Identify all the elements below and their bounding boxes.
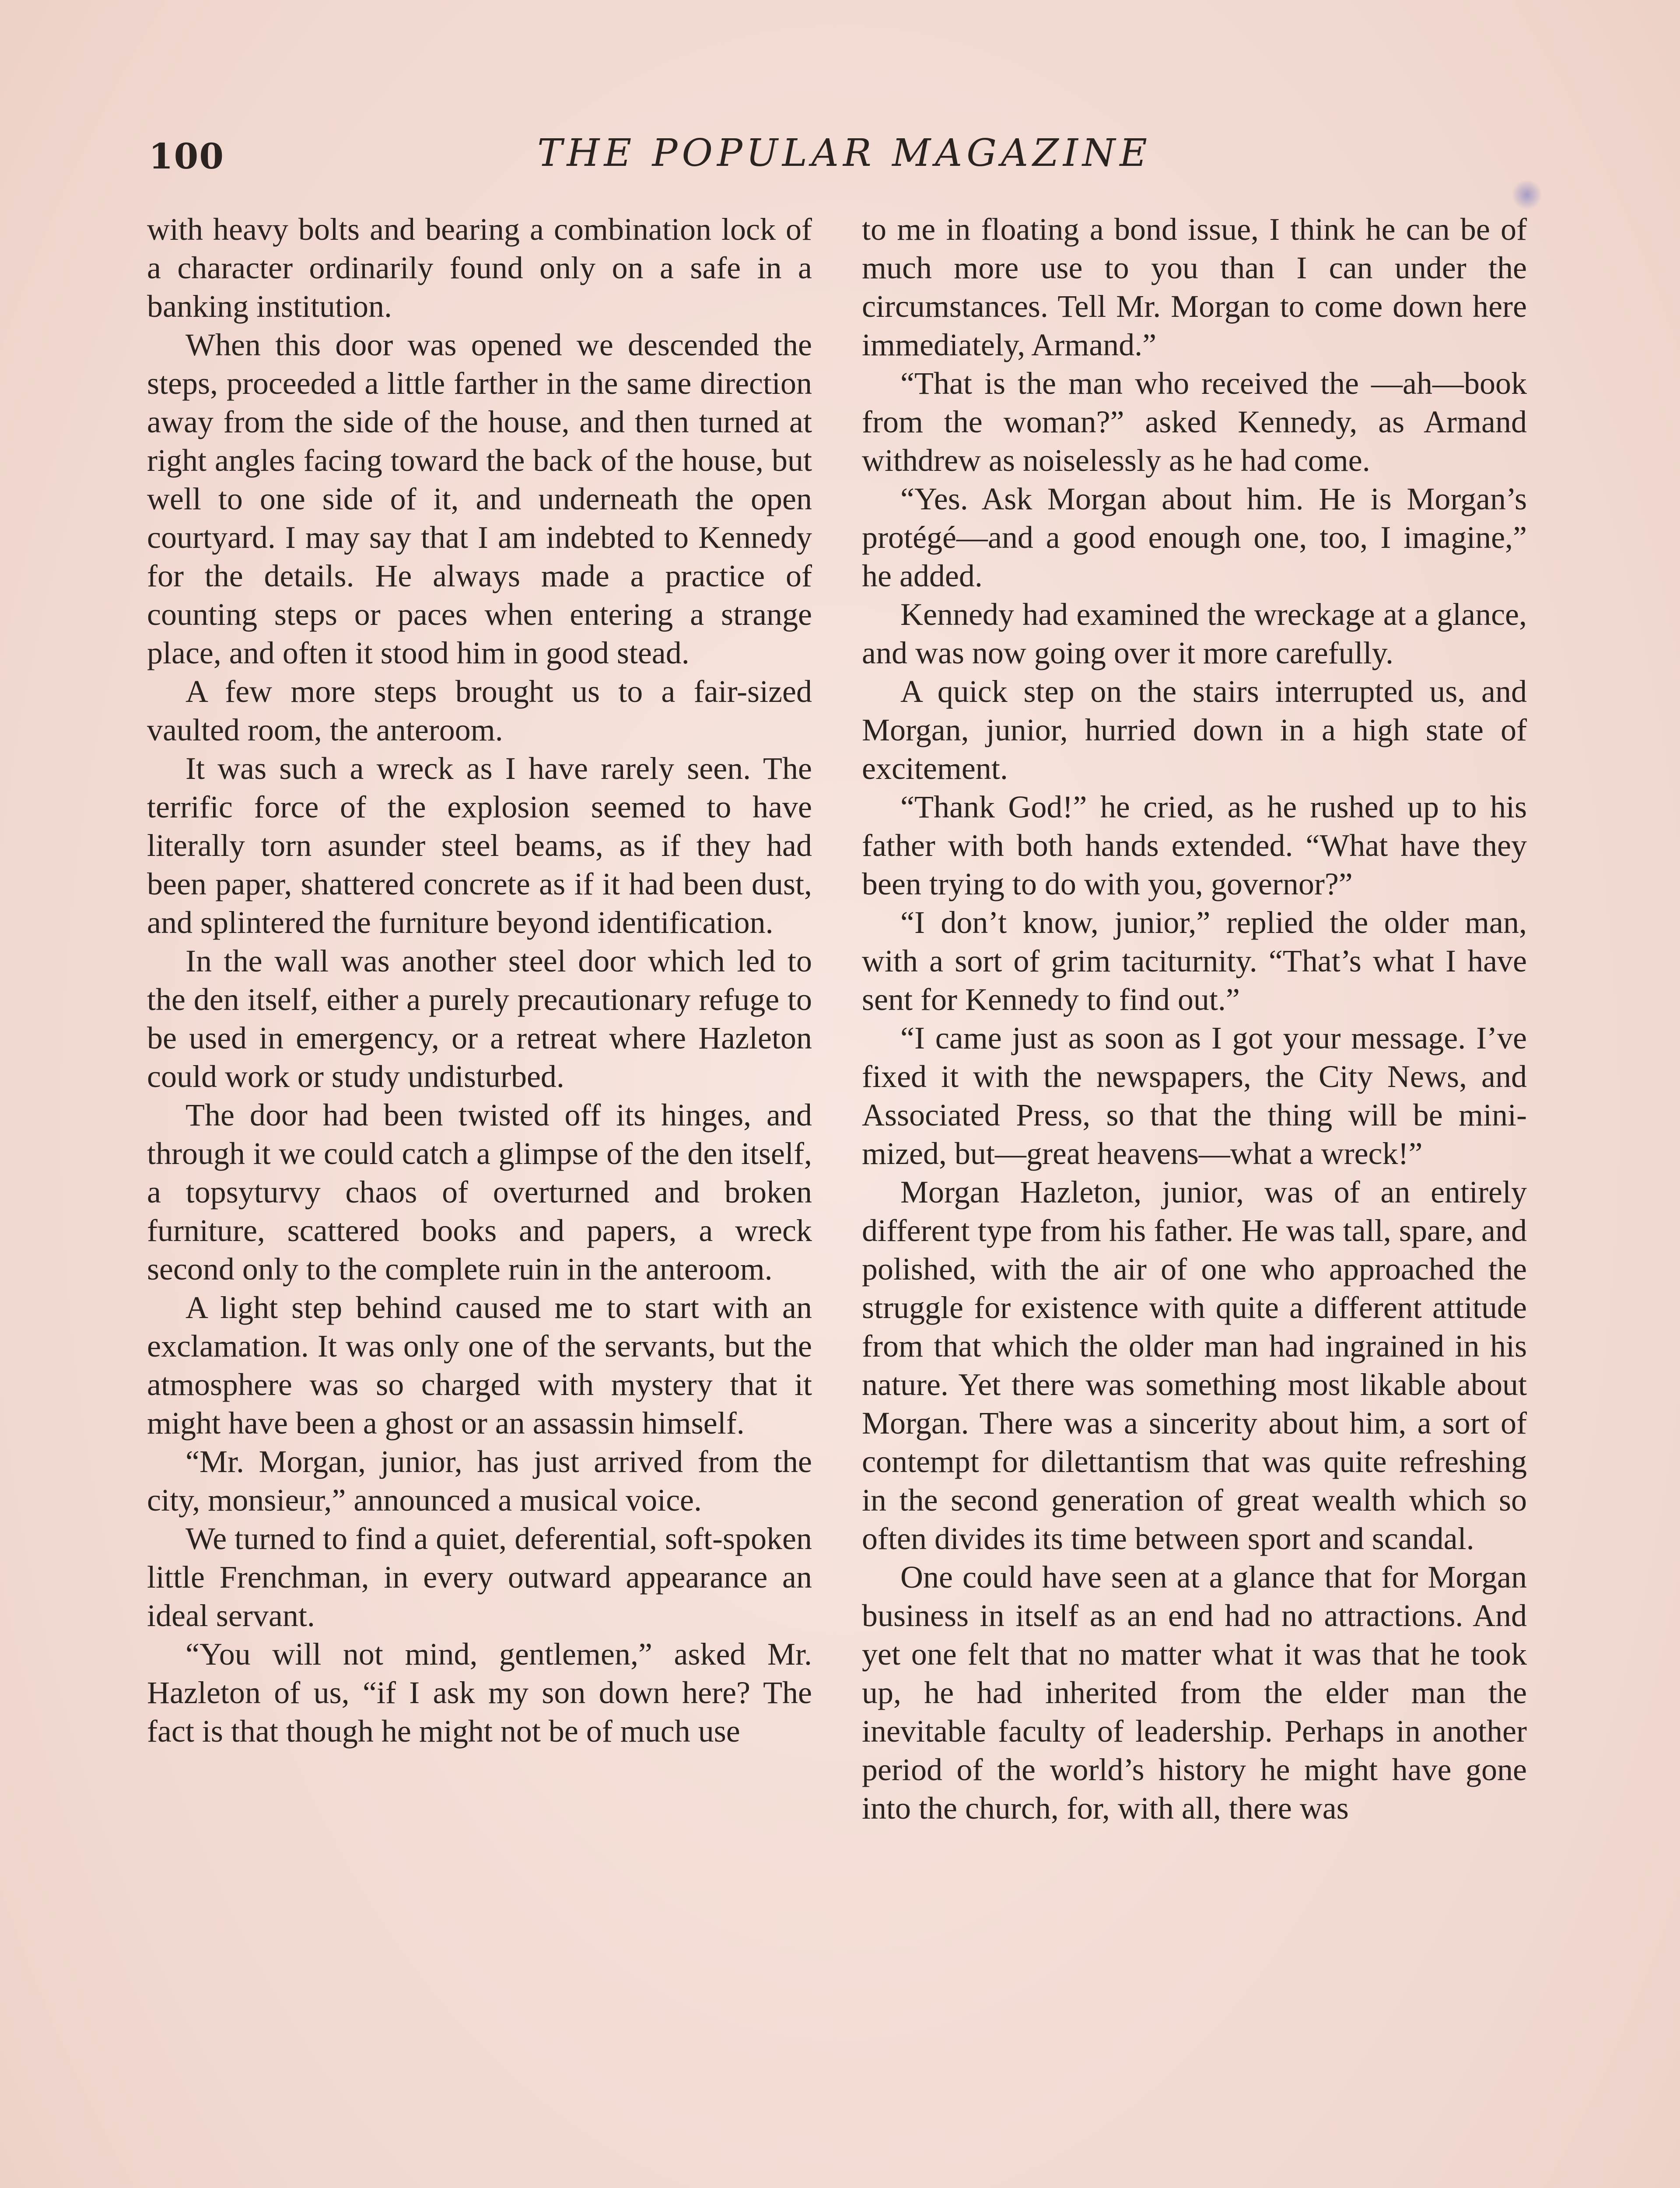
paragraph: The door had been twisted off its hinges, and through it we could catch a glimpse of the den itself, a topsyturvy chaos of overturned and broken furniture, scattered books and papers, a wreck second only to the complete ruin in the anteroom. [147, 1098, 812, 1287]
page-header [149, 131, 1540, 179]
paragraph: A few more steps brought us to a fair-sized vaulted room, the anteroom. [147, 674, 812, 747]
page-number: 100 [149, 136, 224, 177]
paragraph: to me in floating a bond issue, I think he can be of much more use to you than I can under the circumstances. Tell Mr. Morgan to come down here immediately, Armand.” [862, 212, 1527, 362]
ink-spot [1512, 179, 1542, 210]
paragraph: “That is the man who received the —ah—book from the woman?” asked Kennedy, as Armand withdrew as noiselessly as he had come. [862, 366, 1527, 478]
paragraph: It was such a wreck as I have rarely seen. The terrific force of the explosion seemed to have literally torn asunder steel beams, as if they had been paper, shattered concrete as if it had been dust, and splintered the furniture beyond identification. [147, 751, 812, 940]
paragraph: “Yes. Ask Morgan about him. He is Morgan’s protégé—and a good enough one, too, I imagine,” he added. [862, 481, 1527, 593]
paragraph: “I came just as soon as I got your message. I’ve fixed it with the newspapers, the City News, and Associated Press, so that the thing will be minimized, but—great heavens—what a wreck!” [862, 1020, 1527, 1171]
paragraph: Morgan Hazleton, junior, was of an entirely different type from his father. He was tall, spare, and polished, with the air of one who approached the struggle for existence with quite a different attitude from that which the older man had ingrained in his nature. Yet there was something most likable about Morgan. There was a sincerity about him, a sort of contempt for dilettantism that was quite refreshing in the second generation of great wealth which so often divides its time between sport and scandal. [862, 1175, 1527, 1556]
paragraph: “Mr. Morgan, junior, has just arrived from the city, monsieur,” announced a musical voice. [147, 1444, 812, 1518]
left-column [147, 210, 812, 1750]
paragraph: A light step behind caused me to start with an exclamation. It was only one of the servants, but the atmosphere was so charged with mystery that it might have been a ghost or an assassin himself. [147, 1290, 812, 1441]
right-column [862, 210, 1527, 1827]
paragraph: One could have seen at a glance that for Morgan business in itself as an end had no attractions. And yet one felt that no matter what it was that he took up, he had inherited from the elder man the inevitable faculty of leadership. Perhaps in another period of the world’s history he might have gone into the church, for, with all, there was [862, 1560, 1527, 1826]
paragraph: We turned to find a quiet, deferential, soft-spoken little Frenchman, in every outward appearance an ideal servant. [147, 1521, 812, 1633]
paragraph: In the wall was another steel door which led to the den itself, either a purely precautionary refuge to be used in emergency, or a retreat where Hazleton could work or study undisturbed. [147, 943, 812, 1094]
paragraph: “You will not mind, gentlemen,” asked Mr. Hazleton of us, “if I ask my son down here? The fact is that though he might not be of much use [147, 1637, 812, 1749]
paragraph: Kennedy had examined the wreckage at a glance, and was now going over it more carefully. [862, 597, 1527, 670]
paragraph: “Thank God!” he cried, as he rushed up to his father with both hands extended. “What have they been trying to do with you, governor?” [862, 789, 1527, 901]
paragraph: with heavy bolts and bearing a combination lock of a character ordinarily found only on a safe in a banking institution. [147, 212, 812, 324]
paragraph: “I don’t know, junior,” replied the older man, with a sort of grim taciturnity. “That’s what I have sent for Kennedy to find out.” [862, 905, 1527, 1017]
paragraph: When this door was opened we descended the steps, proceeded a little farther in the same direction away from the side of the house, and then turned at right angles facing toward the back of the house, but well to one side of it, and underneath the open courtyard. I may say that I am indebted to Kennedy for the details. He always made a practice of counting steps or paces when entering a strange place, and often it stood him in good stead. [147, 327, 812, 670]
paragraph: A quick step on the stairs interrupted us, and Morgan, junior, hurried down in a high state of excitement. [862, 674, 1527, 786]
magazine-title: THE POPULAR MAGAZINE [537, 131, 1152, 175]
